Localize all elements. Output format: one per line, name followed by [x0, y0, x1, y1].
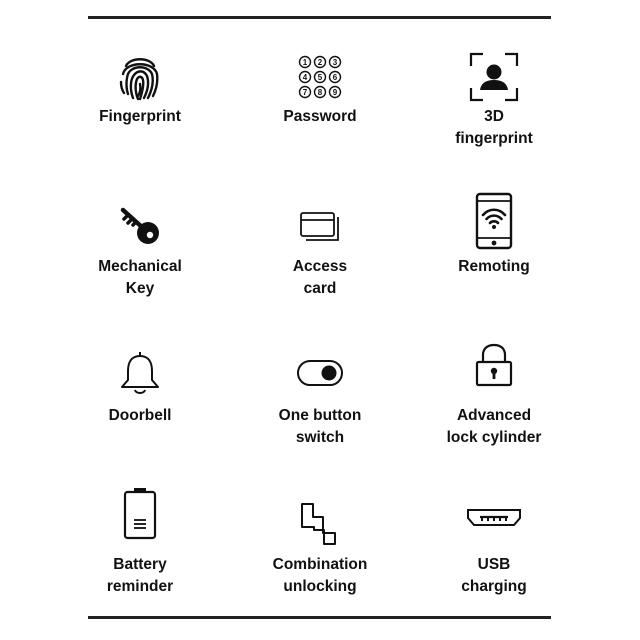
- feature-usb-charging: [404, 484, 584, 604]
- toggle-switch-icon: [296, 359, 344, 387]
- feature-battery-reminder: [50, 484, 230, 604]
- feature-label-line: card: [303, 280, 337, 297]
- feature-access-card: [230, 190, 410, 310]
- feature-combination-unlocking: [230, 484, 410, 604]
- feature-label-line: Combination: [272, 556, 368, 573]
- keypad-digit: 5: [317, 73, 323, 82]
- keypad-icon: [298, 55, 342, 99]
- mechanical-key-icon: [117, 204, 163, 248]
- feature-label-line: Fingerprint: [99, 108, 181, 125]
- feature-label: [230, 106, 410, 128]
- feature-one-button-switch: [230, 339, 410, 459]
- battery-icon: [122, 486, 158, 540]
- feature-label-line: Advanced: [456, 407, 532, 424]
- feature-label-line: Remoting: [458, 258, 530, 275]
- feature-advanced-lock-cylinder: [404, 339, 584, 459]
- feature-label-line: Access: [292, 258, 348, 275]
- combination-unlock-icon: [297, 500, 343, 546]
- feature-label: [230, 554, 410, 598]
- keypad-digit: 1: [302, 58, 308, 67]
- feature-label: [404, 106, 584, 150]
- feature-label-line: 3D: [484, 108, 504, 125]
- keypad-digit: 2: [317, 58, 323, 67]
- feature-label-line: unlocking: [283, 578, 357, 595]
- feature-label: [404, 256, 584, 278]
- feature-label-line: fingerprint: [455, 130, 533, 147]
- feature-label-line: Doorbell: [108, 407, 172, 424]
- feature-label: [230, 256, 410, 300]
- keypad-digit: 4: [302, 73, 308, 82]
- bottom-divider: [88, 616, 551, 619]
- fingerprint-icon: [118, 52, 162, 102]
- feature-label: [404, 554, 584, 598]
- feature-label: [50, 106, 230, 128]
- feature-label-line: Battery: [113, 556, 167, 573]
- feature-label-line: One button: [278, 407, 362, 424]
- feature-label-line: Mechanical: [98, 258, 182, 275]
- padlock-icon: [474, 342, 514, 388]
- keypad-digit: 7: [302, 88, 308, 97]
- feature-label-line: Password: [283, 108, 357, 125]
- keypad-digit: 8: [317, 88, 323, 97]
- feature-label: [404, 405, 584, 449]
- keypad-digit: 3: [332, 58, 338, 67]
- feature-label-line: lock cylinder: [446, 429, 542, 446]
- feature-label: [50, 405, 230, 427]
- face-scan-icon: [469, 52, 519, 102]
- feature-remoting: [404, 190, 584, 310]
- access-card-icon: [298, 208, 342, 244]
- keypad-digit: 9: [332, 88, 338, 97]
- feature-label-line: reminder: [106, 578, 174, 595]
- feature-label-line: switch: [295, 429, 345, 446]
- doorbell-icon: [118, 349, 162, 397]
- feature-label: [50, 554, 230, 598]
- feature-label: [50, 256, 230, 300]
- feature-mechanical-key: [50, 190, 230, 310]
- feature-doorbell: [50, 339, 230, 459]
- feature-label-line: charging: [461, 578, 527, 595]
- top-divider: [88, 16, 551, 19]
- feature-3d-fingerprint: [404, 40, 584, 160]
- feature-label-line: USB: [477, 556, 511, 573]
- feature-password: [230, 40, 410, 160]
- feature-label-line: Key: [125, 280, 155, 297]
- smartphone-wifi-icon: [475, 192, 513, 250]
- keypad-digit: 6: [332, 73, 338, 82]
- feature-fingerprint: [50, 40, 230, 160]
- usb-port-icon: [466, 506, 522, 528]
- feature-label: [230, 405, 410, 449]
